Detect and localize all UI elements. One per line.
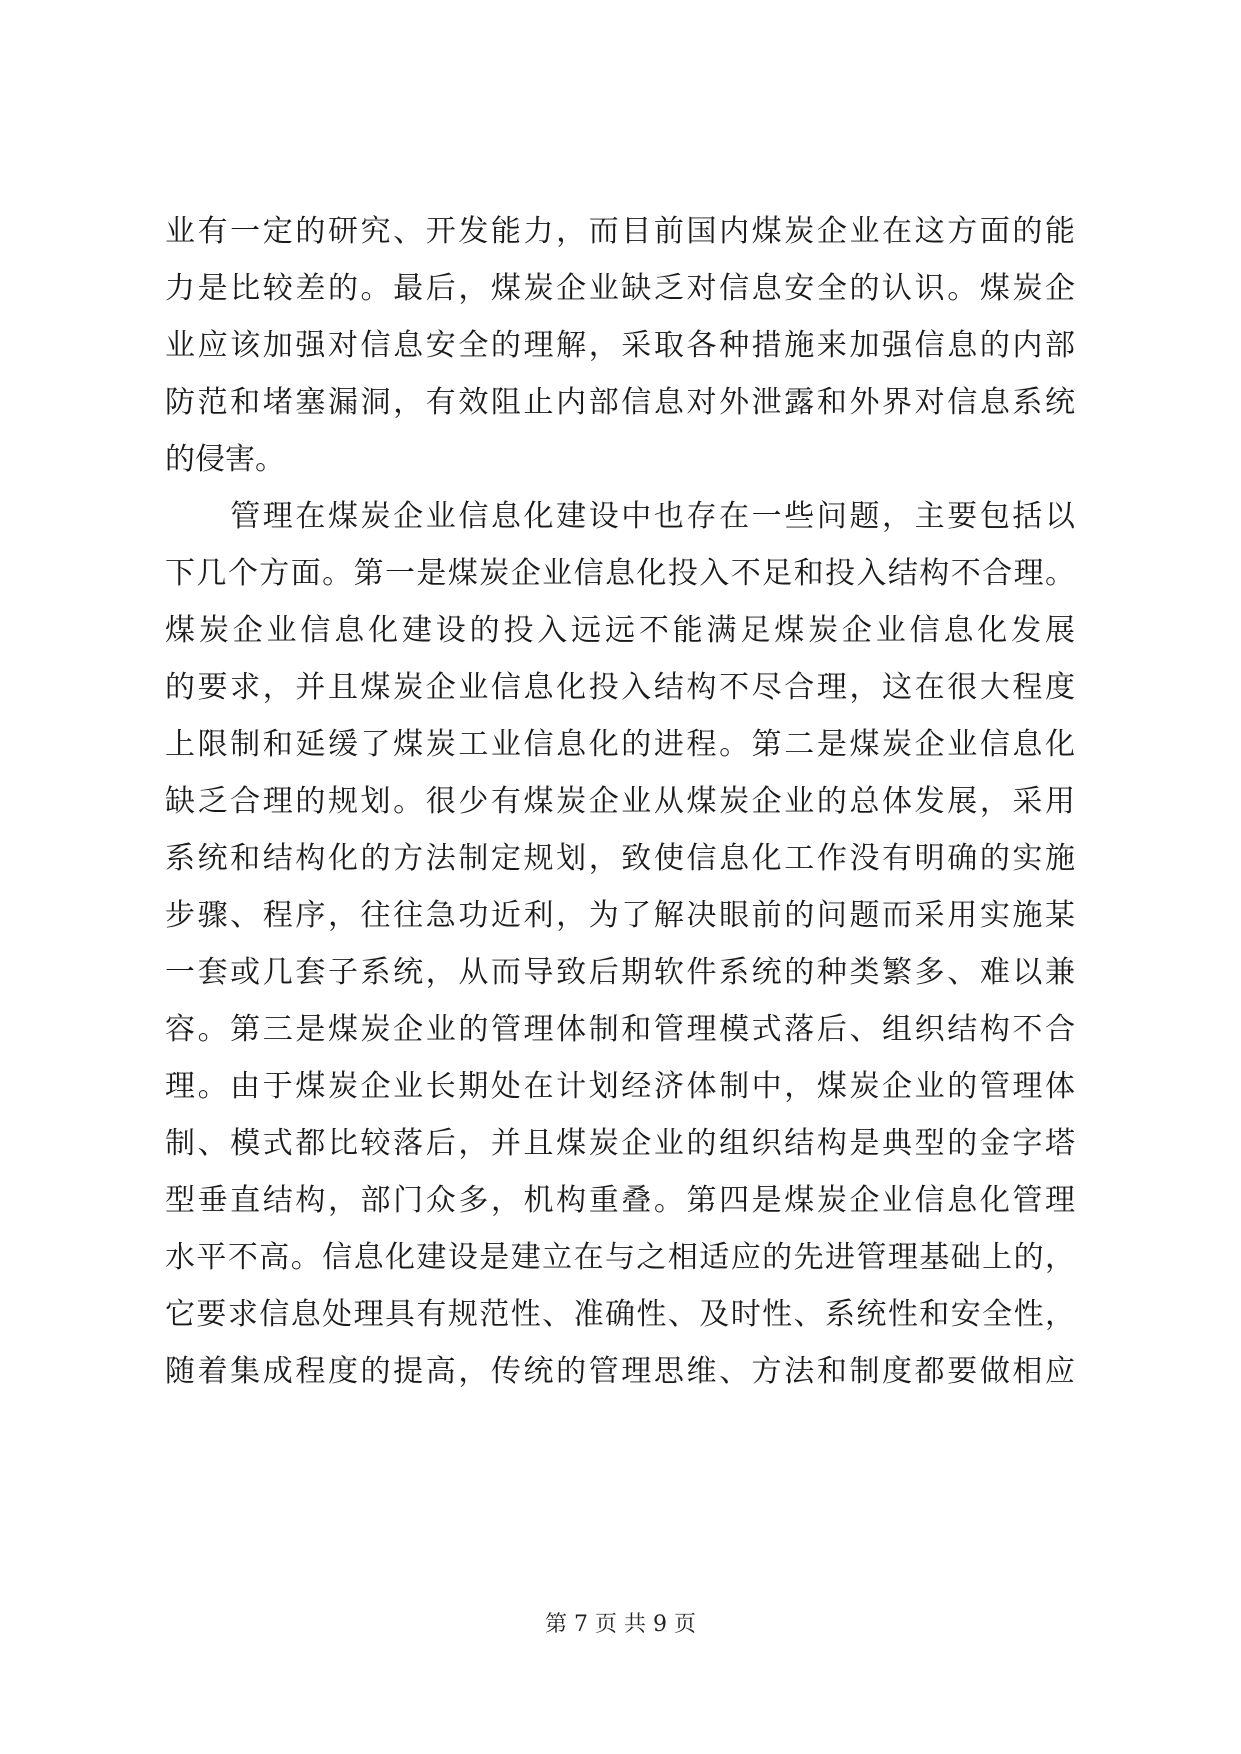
text-line: 力是比较差的。最后，煤炭企业缺乏对信息安全的认识。煤炭企	[165, 271, 1075, 306]
text-line: 的侵害。	[165, 442, 285, 477]
text-line: 下几个方面。第一是煤炭企业信息化投入不足和投入结构不合理。	[165, 556, 1075, 591]
text-line: 理。由于煤炭企业长期处在计划经济体制中，煤炭企业的管理体	[165, 1069, 1075, 1104]
text-line: 水平不高。信息化建设是建立在与之相适应的先进管理基础上的，	[165, 1240, 1075, 1275]
text-line: 一套或几套子系统，从而导致后期软件系统的种类繁多、难以兼	[165, 955, 1075, 990]
text-line: 它要求信息处理具有规范性、准确性、及时性、系统性和安全性，	[165, 1297, 1075, 1332]
text-line: 业有一定的研究、开发能力，而目前国内煤炭企业在这方面的能	[165, 214, 1075, 249]
text-line: 的要求，并且煤炭企业信息化投入结构不尽合理，这在很大程度	[165, 670, 1075, 705]
text-line: 上限制和延缓了煤炭工业信息化的进程。第二是煤炭企业信息化	[165, 727, 1075, 762]
text-line: 煤炭企业信息化建设的投入远远不能满足煤炭企业信息化发展	[165, 613, 1075, 648]
text-line: 容。第三是煤炭企业的管理体制和管理模式落后、组织结构不合	[165, 1012, 1075, 1047]
text-line: 防范和堵塞漏洞，有效阻止内部信息对外泄露和外界对信息系统	[165, 385, 1075, 420]
page-number-footer: 第 7 页 共 9 页	[545, 1612, 696, 1637]
text-line: 系统和结构化的方法制定规划，致使信息化工作没有明确的实施	[165, 841, 1075, 876]
text-line: 随着集成程度的提高，传统的管理思维、方法和制度都要做相应	[165, 1354, 1075, 1389]
text-line: 管理在煤炭企业信息化建设中也存在一些问题，主要包括以	[165, 499, 1075, 534]
text-line: 步骤、程序，往往急功近利，为了解决眼前的问题而采用实施某	[165, 898, 1075, 933]
text-line: 型垂直结构，部门众多，机构重叠。第四是煤炭企业信息化管理	[165, 1183, 1075, 1218]
text-line: 制、模式都比较落后，并且煤炭企业的组织结构是典型的金字塔	[165, 1126, 1075, 1161]
text-line: 缺乏合理的规划。很少有煤炭企业从煤炭企业的总体发展，采用	[165, 784, 1075, 819]
text-line: 业应该加强对信息安全的理解，采取各种措施来加强信息的内部	[165, 328, 1075, 363]
